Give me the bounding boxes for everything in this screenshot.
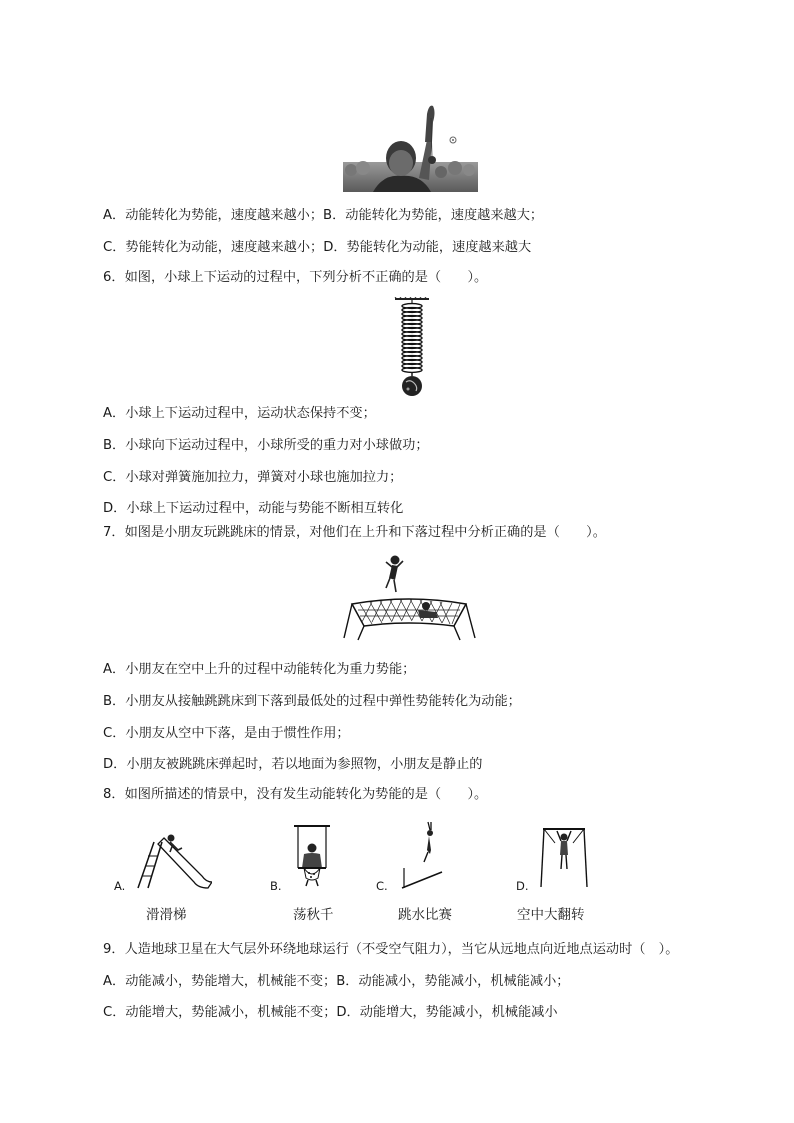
q6-stem: 6．如图，小球上下运动的过程中，下列分析不正确的是（ ）。 xyxy=(103,270,488,285)
q7-stem: 7．如图是小朋友玩跳跳床的情景，对他们在上升和下落过程中分析正确的是（ ）。 xyxy=(103,525,606,540)
caption-diving: 跳水比赛 xyxy=(398,907,452,923)
q7-option-a: A．小朋友在空中上升的过程中动能转化为重力势能； xyxy=(103,662,416,677)
caption-bar-flip: 空中大翻转 xyxy=(517,907,585,923)
q8-letter-c: C. xyxy=(376,879,388,893)
slide-figure xyxy=(136,832,212,890)
q7-option-d: D．小朋友被跳跳床弹起时，若以地面为参照物，小朋友是静止的 xyxy=(103,757,483,772)
q5-option-cd: C．势能转化为动能，速度越来越小；D．势能转化为动能，速度越来越大 xyxy=(103,240,532,255)
q7-option-b: B．小朋友从接触跳跳床到下落到最低处的过程中弹性势能转化为动能； xyxy=(103,694,521,709)
q8-letter-b: B. xyxy=(270,879,282,893)
spring-ball-diagram xyxy=(392,297,432,397)
q9-option-ab: A．动能减小，势能增大，机械能不变；B．动能减小，势能减小，机械能减小； xyxy=(103,974,570,989)
swing-figure xyxy=(290,824,334,888)
q8-letter-a: A. xyxy=(114,879,126,893)
q5-option-ab: A．动能转化为势能，速度越来越小；B．动能转化为势能，速度越来越大； xyxy=(103,208,544,223)
caption-slide: 滑滑梯 xyxy=(146,907,187,923)
q8-letter-d: D. xyxy=(516,879,529,893)
q7-option-c: C．小朋友从空中下落，是由于惯性作用； xyxy=(103,726,350,741)
q6-option-d: D．小球上下运动过程中，动能与势能不断相互转化 xyxy=(103,501,404,516)
caption-swing: 荡秋千 xyxy=(293,907,334,923)
q6-option-c: C．小球对弹簧施加拉力，弹簧对小球也施加拉力； xyxy=(103,470,403,485)
q8-stem: 8．如图所描述的情景中，没有发生动能转化为势能的是（ ）。 xyxy=(103,787,488,802)
q9-stem: 9．人造地球卫星在大气层外环绕地球运行（不受空气阻力），当它从远地点向近地点运动时（ ）。 xyxy=(103,942,679,957)
yoyo-photo xyxy=(343,100,478,192)
q9-option-cd: C．动能增大，势能减小，机械能不变；D．动能增大，势能减小，机械能减小 xyxy=(103,1005,558,1020)
diving-figure xyxy=(400,820,444,890)
q6-option-b: B．小球向下运动过程中，小球所受的重力对小球做功； xyxy=(103,438,429,453)
bar-flip-figure xyxy=(539,825,589,889)
trampoline-diagram xyxy=(342,552,477,644)
q6-option-a: A．小球上下运动过程中，运动状态保持不变； xyxy=(103,406,376,421)
